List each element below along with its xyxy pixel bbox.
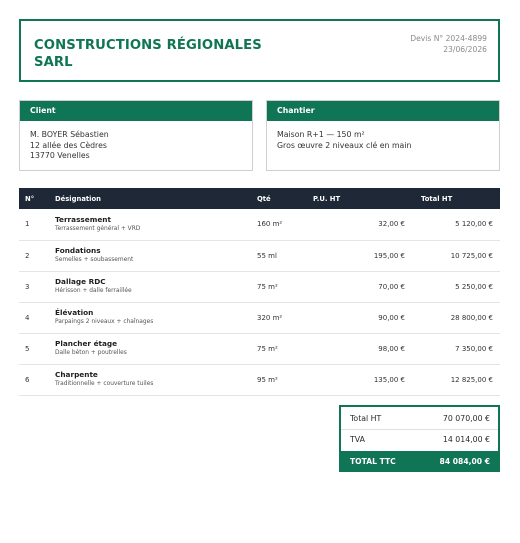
items-table xyxy=(19,188,500,396)
col-header-total: Total HT xyxy=(421,194,453,203)
tva-label: TVA xyxy=(350,435,365,444)
row-qty: 75 m² xyxy=(257,344,278,353)
item-title: Terrassement xyxy=(55,214,111,224)
row-designation xyxy=(55,364,257,395)
tva-row xyxy=(341,430,498,450)
table-header-row xyxy=(19,188,500,209)
quote-meta xyxy=(410,34,487,55)
row-qty: 160 m² xyxy=(257,220,283,229)
row-designation xyxy=(55,302,257,333)
quote-header xyxy=(19,19,500,82)
item-description: Hérisson + dalle ferraillée xyxy=(55,288,132,294)
row-qty: 75 m² xyxy=(257,282,278,291)
table-row xyxy=(19,302,500,333)
row-designation xyxy=(55,209,257,240)
row-qty: 55 ml xyxy=(257,251,277,260)
total-ht-value: 70 070,00 € xyxy=(442,414,490,423)
site-card xyxy=(266,100,500,171)
row-num: 3 xyxy=(25,282,30,291)
quote-date: 23/06/2026 xyxy=(443,44,487,54)
total-ttc-label: TOTAL TTC xyxy=(350,457,396,466)
row-total: 28 800,00 € xyxy=(450,313,493,322)
site-card-body xyxy=(267,121,499,151)
col-header-unit-price: P.U. HT xyxy=(313,194,341,203)
row-unit-price: 32,00 € xyxy=(378,220,405,229)
quote-number: Devis N° 2024-4899 xyxy=(410,34,487,43)
tva-value: 14 014,00 € xyxy=(442,435,490,444)
client-address: 12 allée des Cèdres xyxy=(30,140,107,150)
col-header-num: N° xyxy=(25,194,35,203)
row-unit-price: 98,00 € xyxy=(378,344,405,353)
item-description: Semelles + soubassement xyxy=(55,257,134,263)
item-title: Dallage RDC xyxy=(55,277,106,286)
row-unit-price: 90,00 € xyxy=(378,313,405,322)
row-qty: 95 m² xyxy=(257,375,278,384)
row-num: 4 xyxy=(25,313,30,322)
row-total: 5 120,00 € xyxy=(455,220,493,229)
row-total: 7 350,00 € xyxy=(455,344,493,353)
table-row xyxy=(19,209,500,240)
client-card-body xyxy=(20,121,252,162)
total-ttc-row xyxy=(341,451,498,472)
col-header-qty: Qté xyxy=(257,194,271,203)
client-name: M. BOYER Sébastien xyxy=(30,130,109,139)
item-description: Terrassement général + VRD xyxy=(55,225,141,232)
item-title: Plancher étage xyxy=(55,339,118,348)
client-card xyxy=(19,100,253,171)
row-unit-price: 70,00 € xyxy=(378,282,405,291)
row-designation xyxy=(55,271,257,302)
totals-box xyxy=(339,405,500,472)
row-qty: 320 m² xyxy=(257,313,283,322)
item-description: Traditionnelle + couverture tuiles xyxy=(55,381,154,387)
table-row xyxy=(19,364,500,395)
row-num: 2 xyxy=(25,251,30,260)
item-description: Dalle béton + poutrelles xyxy=(55,350,127,356)
col-header-designation: Désignation xyxy=(55,194,102,203)
total-ttc-value: 84 084,00 € xyxy=(439,457,490,466)
item-title: Charpente xyxy=(55,370,98,379)
table-row xyxy=(19,240,500,271)
total-ht-label: Total HT xyxy=(350,414,382,423)
row-total: 5 250,00 € xyxy=(455,282,493,291)
row-num: 6 xyxy=(25,375,30,384)
table-row xyxy=(19,271,500,302)
row-total: 10 725,00 € xyxy=(450,251,493,260)
client-city: 13770 Venelles xyxy=(30,151,90,160)
client-card-title: Client xyxy=(20,101,252,121)
site-card-title: Chantier xyxy=(267,101,499,121)
site-line-2: Gros œuvre 2 niveaux clé en main xyxy=(277,140,412,150)
row-num: 5 xyxy=(25,344,30,353)
row-designation xyxy=(55,240,257,271)
total-ht-row xyxy=(341,409,498,429)
row-total: 12 825,00 € xyxy=(450,375,493,384)
row-num: 1 xyxy=(25,220,30,229)
item-description: Parpaings 2 niveaux + chaînages xyxy=(55,319,154,325)
company-name: CONSTRUCTIONS RÉGIONALES SARL xyxy=(34,38,262,70)
item-title: Élévation xyxy=(55,308,94,317)
row-unit-price: 195,00 € xyxy=(373,251,405,260)
site-line-1: Maison R+1 — 150 m² xyxy=(277,130,365,139)
row-designation xyxy=(55,333,257,364)
item-title: Fondations xyxy=(55,246,101,255)
table-row xyxy=(19,333,500,364)
row-unit-price: 135,00 € xyxy=(373,375,405,384)
